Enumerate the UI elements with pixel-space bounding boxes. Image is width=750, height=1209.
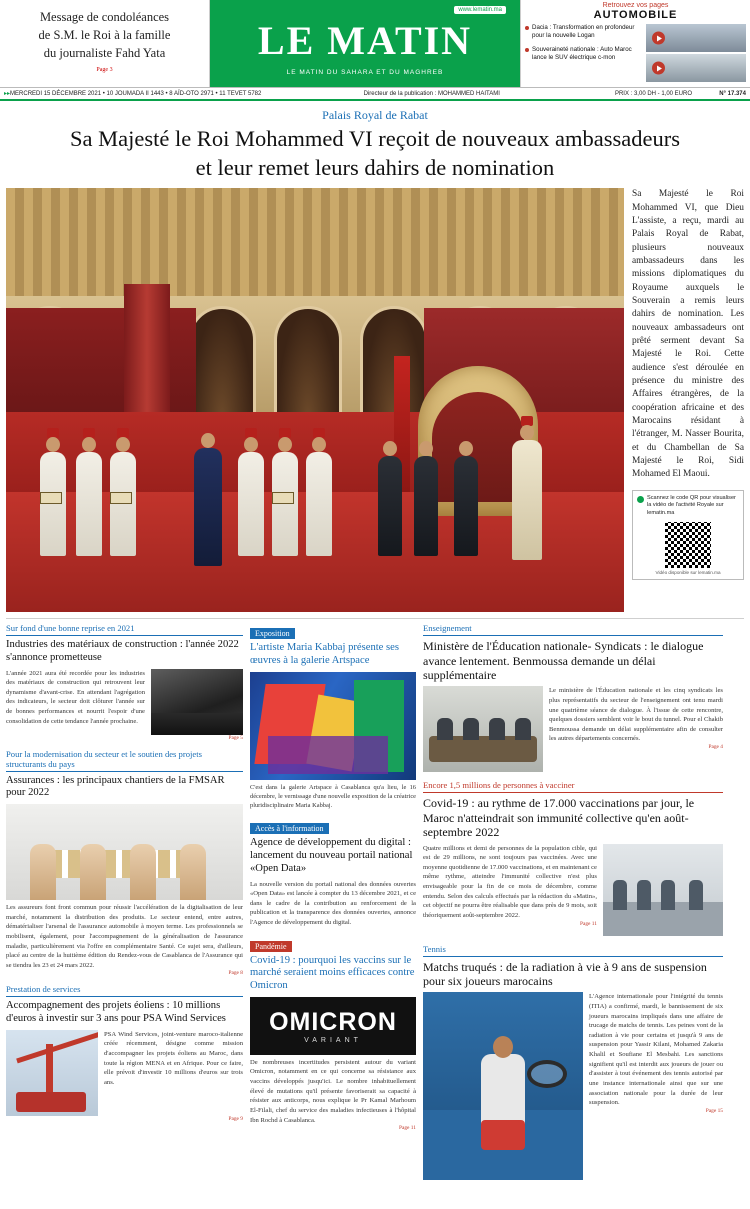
- condolence-line-2: de S.M. le Roi à la famille: [38, 28, 171, 43]
- article-headline[interactable]: Accompagnement des projets éoliens : 10 millions d'euros à investir sur 3 ans pour PSA Wind Services: [6, 1000, 226, 1025]
- article-education-dialogue[interactable]: [423, 623, 723, 772]
- article-open-data-portal[interactable]: [250, 818, 416, 927]
- column-right: [423, 623, 723, 1188]
- article-kicker: Pour la modernisation du secteur et le soutien des projets structurants du pays: [6, 749, 243, 772]
- issue-number: N° 17.374: [719, 90, 746, 97]
- masthead: [0, 0, 750, 88]
- bullet-icon: ▸▸: [4, 91, 11, 97]
- article-kicker: Prestation de services: [6, 984, 243, 997]
- article-page-ref[interactable]: Page 9: [228, 1115, 243, 1122]
- omicron-banner: [250, 997, 416, 1055]
- article-construction-materials[interactable]: [6, 623, 243, 740]
- article-page-ref[interactable]: Page 15: [705, 1107, 723, 1114]
- article-body: Les assureurs font front commun pour réussir l'accélération de la digitalisation de leur marché, notamment la distribution des produits. Le secteur entend, entre autres, dématérialiser l'arsenal de l'assurance automobile à moyen terme. Les professionnels se mobilisent, également, pour l'accompagnement de la généralisation de l'assurance maladie, particulièrement via l'offre en complémentaire Santé. Ce sujet sera, d'ailleurs, placé au centre de la huitième édition du Rendez-vous de Casablanca de l'Assurance qui se tiendra les 23 et 24 mars 2022.: [6, 904, 243, 969]
- coal-plant-photo: [151, 669, 243, 735]
- lead-story: [0, 188, 750, 612]
- article-headline[interactable]: Covid-19 : au rythme de 17.000 vaccinations par jour, le Maroc n'atteindrait son immunité collective qu'en août-septembre 2022: [423, 796, 695, 840]
- article-maria-kabbaj-exposition[interactable]: [250, 623, 416, 810]
- article-page-ref[interactable]: Page 4: [708, 744, 723, 751]
- article-kicker: Sur fond d'une bonne reprise en 2021: [6, 623, 243, 636]
- lead-kicker: Palais Royal de Rabat: [322, 108, 428, 122]
- newspaper-tagline: LE MATIN DU SAHARA ET DU MAGHREB: [286, 69, 444, 76]
- article-page-ref[interactable]: Page 11: [579, 920, 597, 927]
- article-page-ref[interactable]: Page 8: [228, 970, 243, 977]
- play-icon[interactable]: [652, 62, 665, 75]
- publication-director: Directeur de la publication : MOHAMMED HAITAMI: [363, 90, 500, 97]
- article-headline[interactable]: Covid-19 : pourquoi les vaccins sur le marché seraient moins efficaces contre Omicron: [250, 954, 415, 992]
- lead-headline-line-1: Sa Majesté le Roi Mohammed VI reçoit de nouveaux ambassadeurs: [69, 126, 681, 151]
- abstract-painting-photo: [250, 672, 416, 780]
- article-kicker: Tennis: [423, 944, 723, 957]
- article-headline[interactable]: Industries des matériaux de construction : l'année 2022 s'annonce prometteuse: [6, 639, 239, 663]
- article-headline[interactable]: Ministère de l'Éducation nationale- Syndicats : le dialogue avance lentement. Benmoussa demande un délai supplémentaire: [423, 639, 704, 682]
- article-body: C'est dans la galerie Artspace à Casablanca qu'a lieu, le 16 décembre, le vernissage d'une nouvelle exposition de la créatrice pluridisciplinaire Maria Kabbaj.: [250, 783, 416, 810]
- qr-callout[interactable]: [632, 490, 744, 581]
- play-icon[interactable]: [652, 32, 665, 45]
- newspaper-logo-block: [210, 0, 520, 87]
- article-insurance-fmsar[interactable]: [6, 749, 243, 977]
- article-body: PSA Wind Services, joint-venture maroco-italienne créée récemment, désigne comme mission d'accompagner les projets éoliens au Maroc, dans toute la région MENA et en Afrique. Pour ce faire, elle prévoit d'investir 10 millions d'euros sur trois ans.: [104, 1030, 243, 1086]
- article-omicron-vaccines[interactable]: [250, 936, 416, 1131]
- condolence-line-3: du journaliste Fahd Yata: [43, 46, 166, 61]
- lead-sidebar: [630, 188, 744, 612]
- article-kicker: Enseignement: [423, 623, 723, 636]
- article-body: L'année 2021 aura été recordée pour les industries des matériaux de construction qui retrouvent leur dynamisme d'avant-crise. En attendant l'agrégation des indicateurs, le secteur doit clôturer l'année sur de bonnes performances et nourrit l'espoir d'une consolidation de cette tendance l'année prochaine.: [6, 669, 145, 725]
- condolence-teaser[interactable]: [0, 0, 210, 87]
- article-body: De nombreuses incertitudes persistent autour du variant Omicron, notamment en ce qui concerne sa résistance aux vaccins développés jusqu'ici. Le nombre inhabituellement élevé de mutations qu'il présente favoriserait sa capacité à résister aux anticorps, nous explique le Pr Kamal Marhoum El-Filali, chef du service des maladies infectieuses à l'hôpital Ibn Rochd à Casablanca.: [250, 1058, 416, 1124]
- article-kicker: Accès à l'information: [250, 823, 329, 834]
- article-headline[interactable]: L'artiste Maria Kabbaj présente ses œuvres à la galerie Artspace: [250, 642, 399, 666]
- crane-truck-photo: [6, 1030, 98, 1116]
- article-body: Quatre millions et demi de personnes de la population cible, qui est de 29 millions, ne sont toujours pas vaccinées. Avec une moyenne quotidienne de 17.000 vaccinations, et en maintenant ce même rythme, atteindre l'immunité collective n'est plus envisageable pour la fin de ce mois de décembre, comme entendu. Selon des calculs effectués par la rédaction du «Matin», cet objectif ne pourra être réalisable que dans près de 9 mois, soit théoriquement août-septembre 2022.: [423, 844, 597, 919]
- article-covid-vaccination-rate[interactable]: [423, 780, 723, 935]
- lead-body-text: Sa Majesté le Roi Mohammed VI, que Dieu L'assiste, a reçu, mardi au Palais Royal de Rabat, plusieurs nouveaux ambassadeurs dans les missions diplomatiques du Royaume auxquels le Souverain a remis leurs dahirs de nomination. Les nouveaux ambassadeurs ont prêté serment devant Sa Majesté le Roi. Cette audience s'est déroulée en présence du ministre des Affaires étrangères, de la coopération africaine et des Marocains résidant à l'étranger, M. Nasser Bourita, et du Chambellan de Sa Majesté le Roi, Sidi Mohamed El Maoui.: [632, 189, 744, 480]
- issue-price: PRIX : 3,00 DH - 1,00 EURO: [614, 90, 692, 97]
- meeting-room-photo: [423, 686, 543, 772]
- royal-audience-photo: [6, 188, 624, 612]
- newspaper-title: LE MATIN: [257, 18, 473, 63]
- condolence-page-ref: Page 3: [96, 67, 113, 74]
- column-middle: [250, 623, 416, 1188]
- website-badge[interactable]: www.lematin.ma: [454, 6, 506, 14]
- article-headline[interactable]: Assurances : les principaux chantiers de la FMSAR pour 2022: [6, 774, 225, 799]
- issue-info-bar: [0, 88, 750, 101]
- tennis-player-photo: [423, 992, 583, 1180]
- promo-video-thumb[interactable]: [646, 54, 746, 82]
- article-psa-wind-services[interactable]: [6, 984, 243, 1121]
- lower-sections: [0, 619, 750, 1194]
- article-kicker: Exposition: [250, 628, 295, 639]
- promo-thumbnails: [646, 24, 746, 82]
- qr-instruction: Scannez le code QR pour visualiser la vidéo de l'activité Royale sur lematin.ma: [637, 495, 739, 518]
- promo-video-thumb[interactable]: [646, 24, 746, 52]
- promo-kicker: Retrouvez vos pages: [602, 2, 669, 9]
- paper-chain-hands-photo: [6, 804, 243, 900]
- condolence-line-1: Message de condoléances: [39, 10, 170, 24]
- promo-item[interactable]: Dacia : Transformation en profondeur pour la nouvelle Logan: [525, 24, 642, 41]
- automobile-promo[interactable]: [520, 0, 750, 87]
- column-left: [6, 623, 243, 1188]
- omicron-banner-subtitle: VARIANT: [304, 1036, 362, 1044]
- article-tennis-match-fixing[interactable]: [423, 944, 723, 1181]
- article-kicker: Encore 1,5 millions de personnes à vacciner: [423, 780, 723, 793]
- article-headline[interactable]: Matchs truqués : de la radiation à vie à 9 ans de suspension pour six joueurs marocains: [423, 959, 707, 988]
- omicron-banner-title: OMICRON: [269, 1007, 397, 1036]
- article-page-ref[interactable]: Page 11: [398, 1125, 416, 1132]
- qr-caption: Vidéo disponible sur lematin.ma: [655, 570, 721, 576]
- promo-item[interactable]: Souveraineté nationale : Auto Maroc lance le SUV électrique c-mon: [525, 46, 642, 63]
- lead-headline-line-2: et leur remet leurs dahirs de nomination: [195, 155, 555, 181]
- article-page-ref[interactable]: Page 5: [228, 734, 243, 741]
- article-body: Le ministère de l'Éducation nationale et les cinq syndicats les plus représentatifs du secteur de l'enseignement ont tenu mardi une quatrième séance de dialogue. À l'issue de cette rencontre, quelques dossiers semblent voir le bout du tunnel. Pour el Chakib Benmoussa demande un délai supplémentaire afin de consulter les autres départements concernés.: [549, 687, 723, 743]
- article-kicker: Pandémie: [250, 941, 292, 952]
- issue-date: MERCREDI 15 DÉCEMBRE 2021 • 10 JOUMADA II 1443 • 8 AÏD-OTO 2971 • 11 TEVET 5782: [10, 90, 262, 97]
- article-body: L'Agence internationale pour l'intégrité du tennis (ITIA) a confirmé, mardi, le bannissement de six joueurs marocains impliqués dans une affaire de trucage de matchs de tennis. Les peines vont de la radiation à vie pour certains et jusqu'à 9 ans de suspension pour Yassir Kilani, Mohamed Zakaria Khalil et Soufiane El Mesbahi. Les sanctions signifient qu'il est interdit aux joueurs de jouer ou d'assister à tout événement des tennis autorisé par une instance internationale ainsi que sur une association nationale pour la durée de leur suspension.: [589, 993, 723, 1107]
- vaccination-center-photo: [603, 844, 723, 936]
- article-body: La nouvelle version du portail national des données ouvertes «Open Data» est lancée à compter du 13 décembre 2021, et ce dans le cadre de la contribution au renforcement de la publication et la transparence des données ouvertes, annonce l'Agence de développement du digital.: [250, 880, 416, 927]
- qr-code-icon[interactable]: [665, 522, 711, 568]
- promo-title: AUTOMOBILE: [593, 9, 678, 21]
- article-headline[interactable]: Agence de développement du digital : lancement du nouveau portail national «Open Data»: [250, 837, 413, 874]
